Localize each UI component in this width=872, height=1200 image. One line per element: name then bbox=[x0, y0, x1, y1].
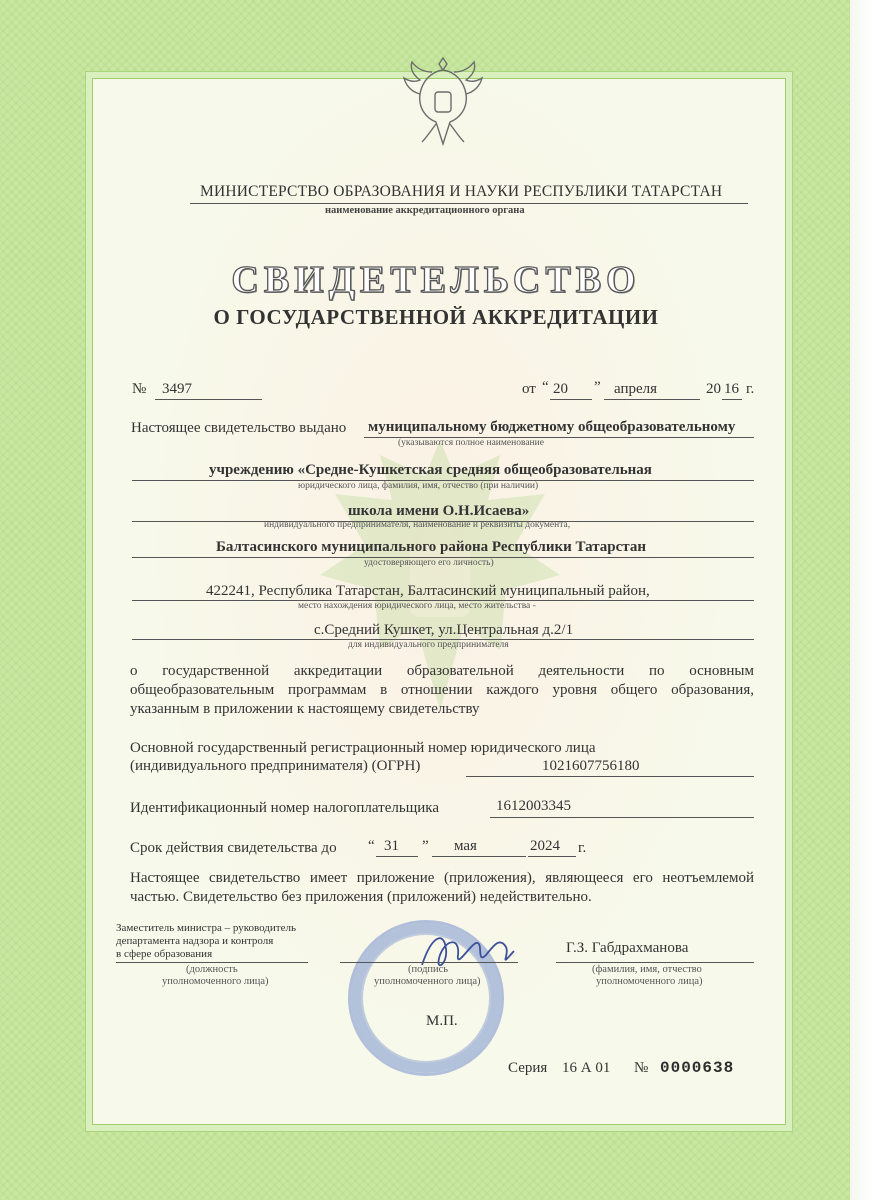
appendix-statement: Настоящее свидетельство имеет приложение (приложения), являющееся его неотъемлемой частью. Свидетельство без приложения (приложений) недействительно. bbox=[130, 870, 754, 905]
address-line-1: 422241, Республика Татарстан, Балтасинский муниципальный район, bbox=[206, 583, 650, 599]
signatory-name: Г.З. Габдрахманова bbox=[566, 940, 689, 956]
issue-year-suffix: 16 bbox=[724, 381, 739, 397]
position-line-3: в сфере образования bbox=[116, 948, 213, 960]
signature-underline bbox=[340, 962, 518, 963]
signature-caption-1: (подпись bbox=[408, 964, 449, 975]
position-line-1: Заместитель министра – руководитель bbox=[116, 922, 296, 934]
validity-day: 31 bbox=[384, 838, 399, 854]
certificate-number: 3497 bbox=[162, 381, 192, 397]
caption-2: юридического лица, фамилия, имя, отчество (при наличии) bbox=[298, 481, 539, 491]
series-label: Серия bbox=[508, 1060, 548, 1076]
page-edge bbox=[850, 0, 872, 1200]
ogrn-label-line-1: Основной государственный регистрационный номер юридического лица bbox=[130, 740, 596, 756]
number-underline bbox=[155, 399, 262, 400]
year-prefix: 20 bbox=[706, 381, 721, 397]
date-close-quote: ” bbox=[594, 379, 601, 395]
seal-place-label: М.П. bbox=[426, 1013, 458, 1029]
position-caption-2: уполномоченного лица) bbox=[162, 976, 269, 987]
number-label: № bbox=[132, 381, 147, 397]
date-from-label: от bbox=[522, 381, 536, 397]
ministry-name: МИНИСТЕРСТВО ОБРАЗОВАНИЯ И НАУКИ РЕСПУБЛИКИ ТАТАРСТАН bbox=[200, 183, 723, 200]
ogrn-label-line-2: (индивидуального предпринимателя) (ОГРН) bbox=[130, 758, 421, 774]
validity-label: Срок действия свидетельства до bbox=[130, 840, 337, 856]
validity-year: 2024 bbox=[530, 838, 560, 854]
validity-close-quote: ” bbox=[422, 838, 429, 854]
coat-of-arms-icon bbox=[400, 52, 486, 152]
address-line-2: с.Средний Кушкет, ул.Центральная д.2/1 bbox=[314, 622, 574, 638]
name-caption-2: уполномоченного лица) bbox=[596, 976, 703, 987]
validity-day-underline bbox=[376, 856, 418, 857]
validity-open-quote: “ bbox=[368, 838, 375, 854]
year-underline bbox=[722, 399, 742, 400]
organization-line-1: муниципальному бюджетному общеобразовательному bbox=[368, 419, 736, 435]
caption-4: удостоверяющего его личность) bbox=[364, 558, 494, 568]
issue-day: 20 bbox=[553, 381, 568, 397]
organization-line-2: учреждению «Средне-Кушкетская средняя общеобразовательная bbox=[209, 462, 652, 478]
ministry-caption: наименование аккредитационного органа bbox=[325, 205, 525, 216]
caption-5: место нахождения юридического лица, место жительства - bbox=[298, 601, 536, 611]
year-unit: г. bbox=[746, 381, 755, 397]
signatory-position bbox=[116, 922, 296, 961]
series-value: 16 А 01 bbox=[562, 1060, 611, 1076]
caption-6: для индивидуального предпринимателя bbox=[348, 640, 509, 650]
validity-year-unit: г. bbox=[578, 840, 587, 856]
name-underline bbox=[556, 962, 754, 963]
issued-label: Настоящее свидетельство выдано bbox=[131, 420, 347, 436]
inn-value: 1612003345 bbox=[496, 798, 571, 814]
day-underline bbox=[550, 399, 592, 400]
position-caption-1: (должность bbox=[186, 964, 238, 975]
name-caption-1: (фамилия, имя, отчество bbox=[592, 964, 702, 975]
caption-3: индивидуального предпринимателя, наименование и реквизиты документа, bbox=[264, 520, 571, 530]
position-line-2: департамента надзора и контроля bbox=[116, 935, 274, 947]
ogrn-value: 1021607756180 bbox=[542, 758, 640, 774]
series-number: 0000638 bbox=[660, 1059, 735, 1077]
inn-underline bbox=[490, 817, 754, 818]
accreditation-statement: о государственной аккредитации образовательной деятельности по основным общеобразовательным программам в отношении каждого уровня общего образования, указанным в приложении к настоящему свидетельству bbox=[130, 663, 754, 717]
issue-month: апреля bbox=[614, 381, 658, 397]
document-title: СВИДЕТЕЛЬСТВО bbox=[231, 259, 641, 301]
inn-label: Идентификационный номер налогоплательщика bbox=[130, 800, 440, 816]
organization-line-3: школа имени О.Н.Исаева» bbox=[348, 503, 530, 519]
validity-month-underline bbox=[432, 856, 526, 857]
organization-line-4: Балтасинского муниципального района Республики Татарстан bbox=[216, 539, 646, 555]
document-subtitle: О ГОСУДАРСТВЕННОЙ АККРЕДИТАЦИИ bbox=[213, 305, 659, 329]
date-open-quote: “ bbox=[542, 379, 549, 395]
ministry-underline bbox=[190, 203, 748, 204]
caption-1: (указываются полное наименование bbox=[398, 438, 544, 448]
validity-year-underline bbox=[528, 856, 576, 857]
position-underline bbox=[116, 962, 308, 963]
ogrn-underline bbox=[466, 776, 754, 777]
series-number-label: № bbox=[634, 1060, 649, 1076]
month-underline bbox=[604, 399, 700, 400]
signature-caption-2: уполномоченного лица) bbox=[374, 976, 481, 987]
validity-month: мая bbox=[454, 838, 477, 854]
